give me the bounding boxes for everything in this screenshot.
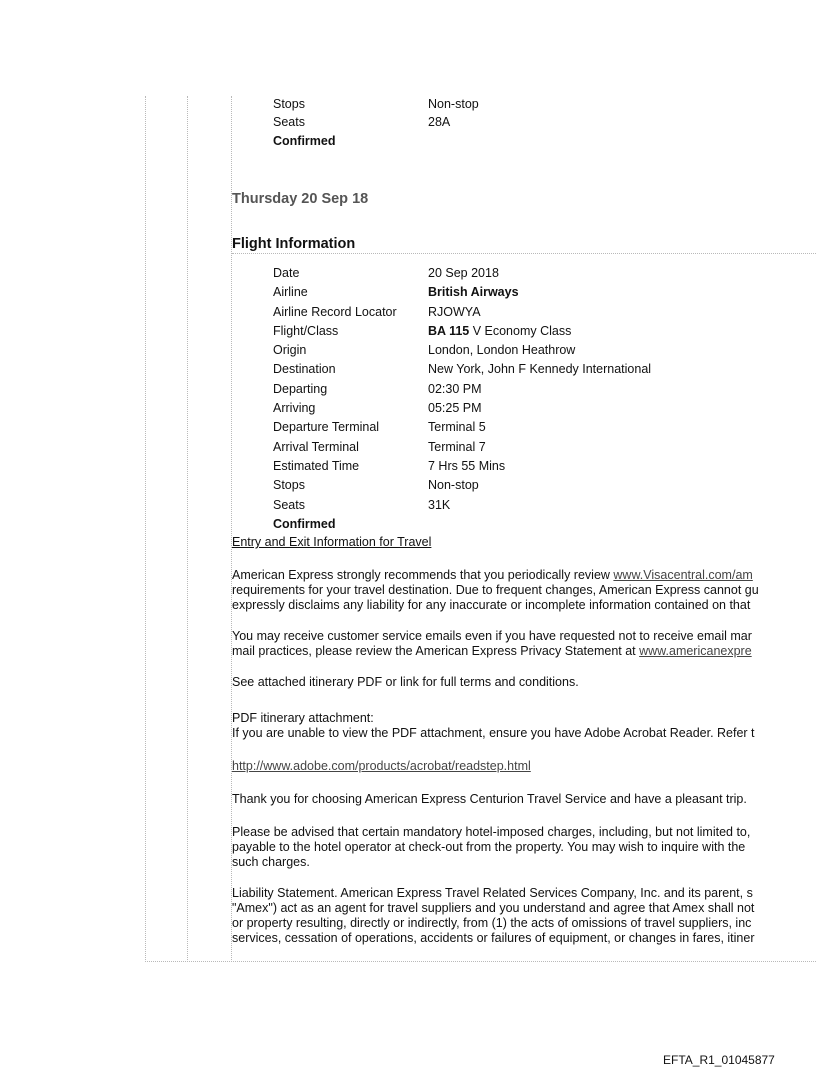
airline-value: British Airways [428, 285, 519, 299]
email-text-2: mail practices, please review the American Express Privacy Statement at [232, 644, 640, 658]
table-border-left [145, 96, 146, 962]
liability-text-2: "Amex") act as an agent for travel suppliers and you understand and agree that Amex shall not [232, 901, 755, 915]
date-value: 20 Sep 2018 [428, 266, 499, 280]
visa-paragraph [232, 568, 816, 613]
pdf-paragraph [232, 711, 816, 741]
prev-seats-label: Seats [273, 115, 305, 129]
entry-exit-link[interactable]: Entry and Exit Information for Travel [232, 535, 432, 549]
prev-confirmed-label: Confirmed [273, 134, 336, 148]
pdf-text-2: If you are unable to view the PDF attachment, ensure you have Adobe Acrobat Reader. Refer t [232, 726, 755, 740]
arr-terminal-value: Terminal 7 [428, 440, 486, 454]
destination-value: New York, John F Kennedy International [428, 362, 652, 376]
est-time-value: 7 Hrs 55 Mins [428, 459, 506, 473]
entry-exit-link-line [232, 535, 816, 550]
hotel-text-3: such charges. [232, 855, 310, 869]
flight-number: BA 115 [428, 324, 470, 338]
table-border-bottom [145, 961, 816, 962]
locator-label: Airline Record Locator [273, 305, 397, 319]
hotel-text-1: Please be advised that certain mandatory hotel-imposed charges, including, but not limited to, [232, 825, 751, 839]
arriving-value: 05:25 PM [428, 401, 482, 415]
dep-terminal-label: Departure Terminal [273, 420, 380, 434]
adobe-link[interactable]: http://www.adobe.com/products/acrobat/readstep.html [232, 759, 531, 773]
americanexpress-link[interactable]: www.americanexpre [639, 644, 752, 658]
locator-value: RJOWYA [428, 305, 481, 319]
confirmed-label: Confirmed [273, 517, 336, 531]
liability-text-3: or property resulting, directly or indirectly, from (1) the acts of omissions of travel suppliers, inc [232, 916, 752, 930]
visa-text-1: American Express strongly recommends that you periodically review [232, 568, 614, 582]
terms-paragraph: See attached itinerary PDF or link for full terms and conditions. [232, 675, 579, 689]
liability-text-4: services, cessation of operations, accidents or failures of equipment, or changes in fares, itiner [232, 931, 755, 945]
arriving-label: Arriving [273, 401, 316, 415]
est-time-label: Estimated Time [273, 459, 360, 473]
visa-text-2: requirements for your travel destination. Due to frequent changes, American Express cannot gu [232, 583, 759, 597]
airline-label: Airline [273, 285, 308, 299]
dep-terminal-value: Terminal 5 [428, 420, 486, 434]
prev-stops-label: Stops [273, 97, 305, 111]
arr-terminal-label: Arrival Terminal [273, 440, 359, 454]
pdf-text-1: PDF itinerary attachment: [232, 711, 374, 725]
seats-label: Seats [273, 498, 305, 512]
adobe-link-line [232, 759, 816, 774]
cabin-class: V Economy Class [469, 324, 572, 338]
visacentral-link[interactable]: www.Visacentral.com/am [613, 568, 753, 582]
departing-value: 02:30 PM [428, 382, 482, 396]
section-title: Flight Information [232, 236, 816, 254]
visa-text-3: expressly disclaims any liability for any inaccurate or incomplete information contained on that [232, 598, 751, 612]
prev-seats-value: 28A [428, 115, 451, 129]
origin-label: Origin [273, 343, 307, 357]
thanks-paragraph: Thank you for choosing American Express Centurion Travel Service and have a pleasant trip. [232, 792, 747, 806]
origin-value: London, London Heathrow [428, 343, 576, 357]
hotel-charges-paragraph [232, 825, 816, 870]
date-label: Date [273, 266, 300, 280]
class-label: Flight/Class [273, 324, 339, 338]
email-text-1: You may receive customer service emails even if you have requested not to receive email mar [232, 629, 752, 643]
class-value [428, 324, 571, 338]
departing-label: Departing [273, 382, 328, 396]
prev-stops-value: Non-stop [428, 97, 479, 111]
table-border-inner [187, 96, 188, 962]
liability-paragraph [232, 886, 816, 946]
liability-text-1: Liability Statement. American Express Travel Related Services Company, Inc. and its parent, s [232, 886, 753, 900]
stops-label: Stops [273, 478, 305, 492]
email-paragraph [232, 629, 816, 659]
stops-value: Non-stop [428, 478, 479, 492]
document-id: EFTA_R1_01045877 [663, 1053, 775, 1067]
seats-value: 31K [428, 498, 451, 512]
destination-label: Destination [273, 362, 336, 376]
hotel-text-2: payable to the hotel operator at check-out from the property. You may wish to inquire with the [232, 840, 746, 854]
day-heading: Thursday 20 Sep 18 [232, 191, 369, 207]
